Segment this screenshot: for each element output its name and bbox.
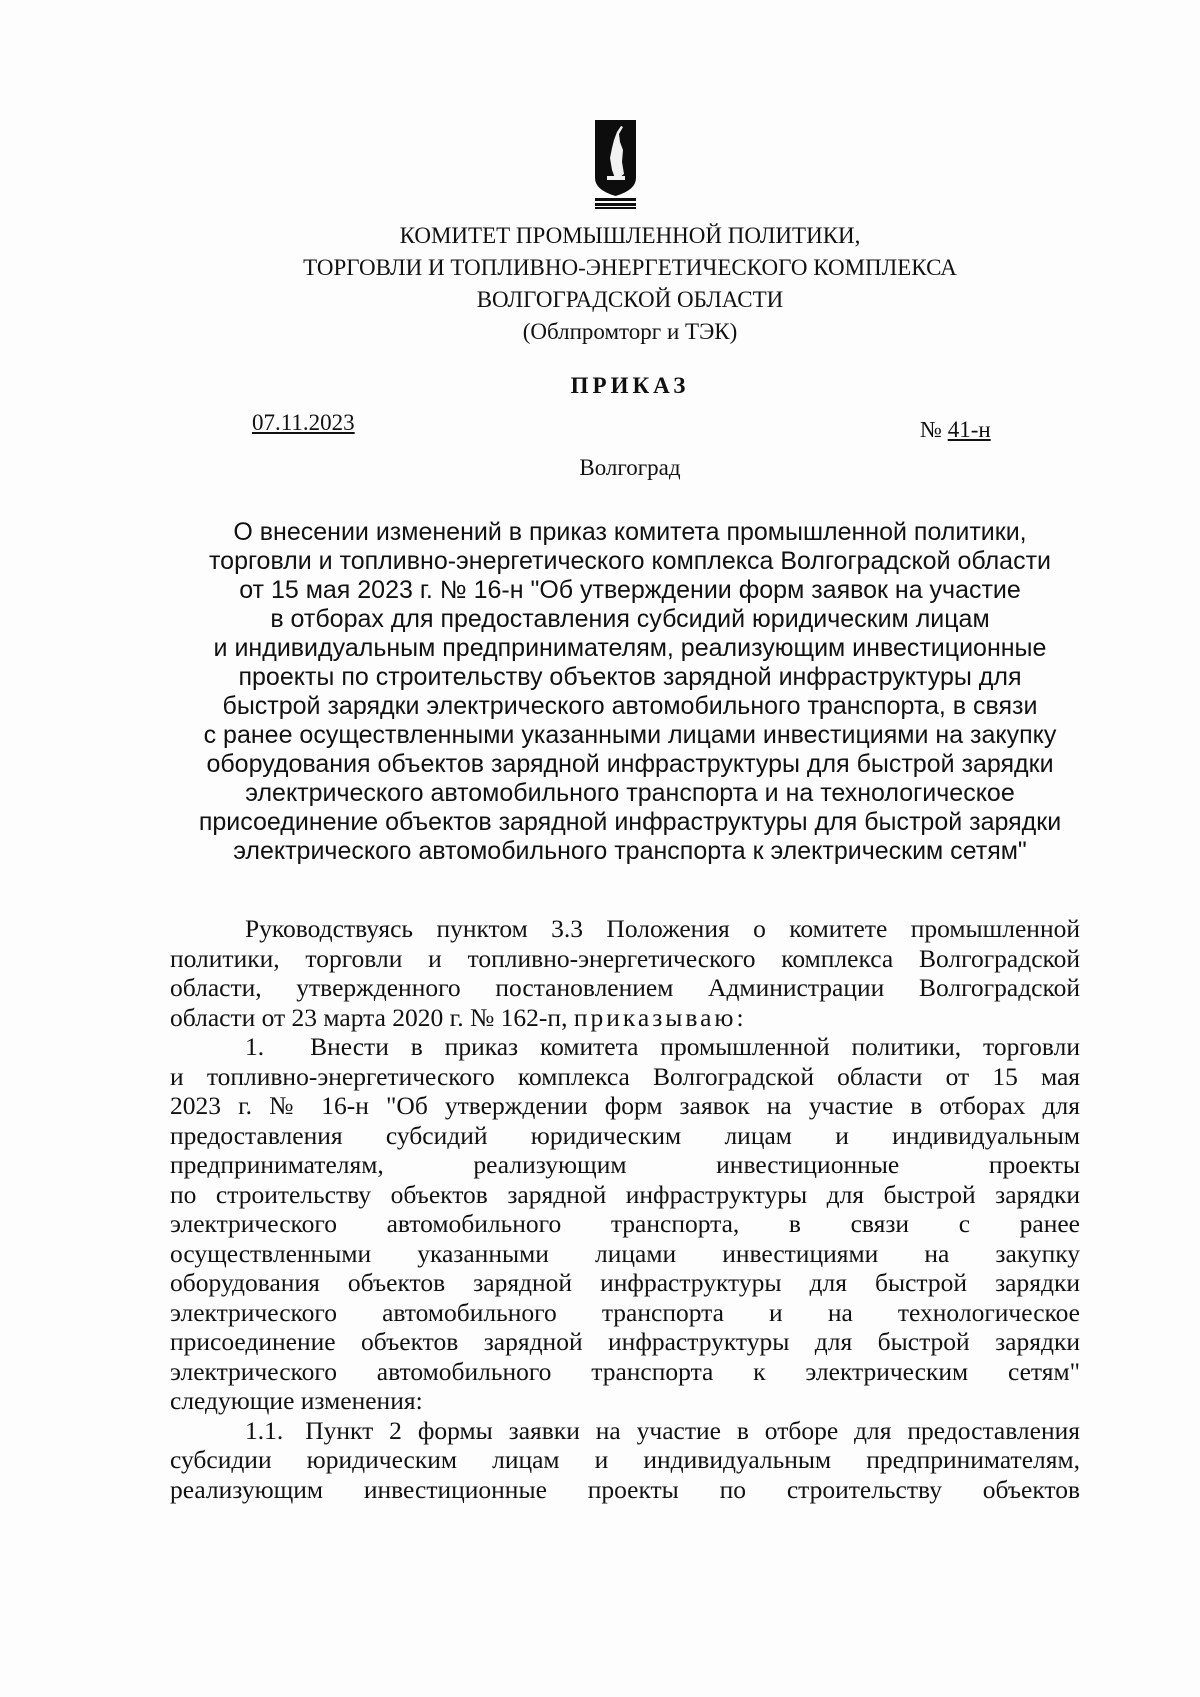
preamble-line-decree (170, 1003, 1080, 1033)
preamble-line: Руководствуясь пунктом 3.3 Положения о комитете промышленной (245, 914, 1080, 943)
subject-line: от 15 мая 2023 г. № 16-н "Об утверждении форм заявок на участие (239, 576, 1021, 604)
item-1-line: и топливно-энергетического комплекса Волгоградской области от 15 мая (170, 1061, 1080, 1091)
order-body (170, 914, 1080, 1504)
item-1-line: предпринимателям, реализующим инвестиционные проекты (170, 1150, 1080, 1179)
order-number-prefix: № (920, 417, 942, 442)
subject-line: электрического автомобильного транспорта к электрическим сетям" (233, 837, 1027, 865)
subject-line: торговли и топливно-энергетического комплекса Волгоградской области (209, 547, 1051, 575)
item-1-1-first-line (170, 1416, 1080, 1446)
subject-line: быстрой зарядки электрического автомобильного транспорта, в связи (222, 692, 1038, 720)
org-line: ВОЛГОГРАДСКОЙ ОБЛАСТИ (476, 287, 784, 312)
item-1-line: присоединение объектов зарядной инфраструктуры для быстрой зарядки (170, 1327, 1080, 1356)
item-1-line: осуществленными указанными лицами инвестициями на закупку (170, 1238, 1080, 1268)
item-1-number: 1. (245, 1032, 265, 1061)
order-subject (165, 518, 1095, 866)
subject-line: и индивидуальным предпринимателям, реализующим инвестиционные (213, 634, 1047, 662)
item-1-1-text: Пункт 2 формы заявки на участие в отборе для предоставления (305, 1415, 1080, 1445)
item-1-line: предоставления субсидий юридическим лицам и индивидуальным (170, 1120, 1080, 1150)
subject-line: в отборах для предоставления субсидий юридическим лицам (270, 605, 990, 633)
item-1-line: по строительству объектов зарядной инфраструктуры для быстрой зарядки (170, 1179, 1080, 1209)
preamble-line-start: области от 23 марта 2020 г. № 162-п, (170, 1002, 568, 1032)
subject-line: оборудования объектов зарядной инфраструктуры для быстрой зарядки (206, 750, 1054, 778)
org-line: ТОРГОВЛИ И ТОПЛИВНО-ЭНЕРГЕТИЧЕСКОГО КОМПЛЕКСА (303, 255, 957, 280)
subject-line: присоединение объектов зарядной инфраструктуры для быстрой зарядки (198, 808, 1062, 836)
item-1-first-line (170, 1032, 1080, 1062)
volgograd-coat-of-arms-icon (593, 118, 638, 210)
order-city: Волгоград (579, 455, 681, 480)
org-line: КОМИТЕТ ПРОМЫШЛЕННОЙ ПОЛИТИКИ, (399, 223, 861, 248)
order-title: ПРИКАЗ (570, 373, 690, 398)
subject-line: электрического автомобильного транспорта и на технологическое (245, 779, 1015, 807)
item-1-1-line: субсидии юридическим лицам и индивидуальным предпринимателям, (170, 1445, 1080, 1474)
item-1-line: электрического автомобильного транспорта к электрическим сетям" (170, 1356, 1080, 1386)
order-number (920, 417, 991, 443)
item-1-1-line: реализующим инвестиционные проекты по строительству объектов (170, 1474, 1080, 1504)
preamble-line: области, утвержденного постановлением Администрации Волгоградской (170, 973, 1080, 1002)
item-1-text: Внести в приказ комитета промышленной политики, торговли (310, 1032, 1080, 1061)
item-1-line: оборудования объектов зарядной инфраструктуры для быстрой зарядки (170, 1268, 1080, 1297)
item-1-last-line: следующие изменения: (170, 1386, 423, 1415)
order-number-value: 41-н (947, 417, 991, 442)
preamble-line: политики, торговли и топливно-энергетического комплекса Волгоградской (170, 943, 1080, 973)
item-1-1-number: 1.1. (245, 1415, 284, 1445)
item-1-line: электрического автомобильного транспорта и на технологическое (170, 1297, 1080, 1327)
order-date: 07.11.2023 (252, 410, 355, 435)
item-1-line: 2023 г. № 16-н "Об утверждении форм заявок на участие в отборах для (170, 1091, 1080, 1120)
decree-word: приказываю: (573, 1002, 747, 1032)
subject-line: О внесении изменений в приказ комитета промышленной политики, (233, 518, 1027, 546)
subject-line: проекты по строительству объектов зарядной инфраструктуры для (238, 663, 1022, 691)
org-line-abbrev: (Облпромторг и ТЭК) (522, 319, 738, 344)
subject-line: с ранее осуществленными указанными лицами инвестициями на закупку (203, 721, 1057, 749)
item-1-line: электрического автомобильного транспорта, в связи с ранее (170, 1209, 1080, 1238)
